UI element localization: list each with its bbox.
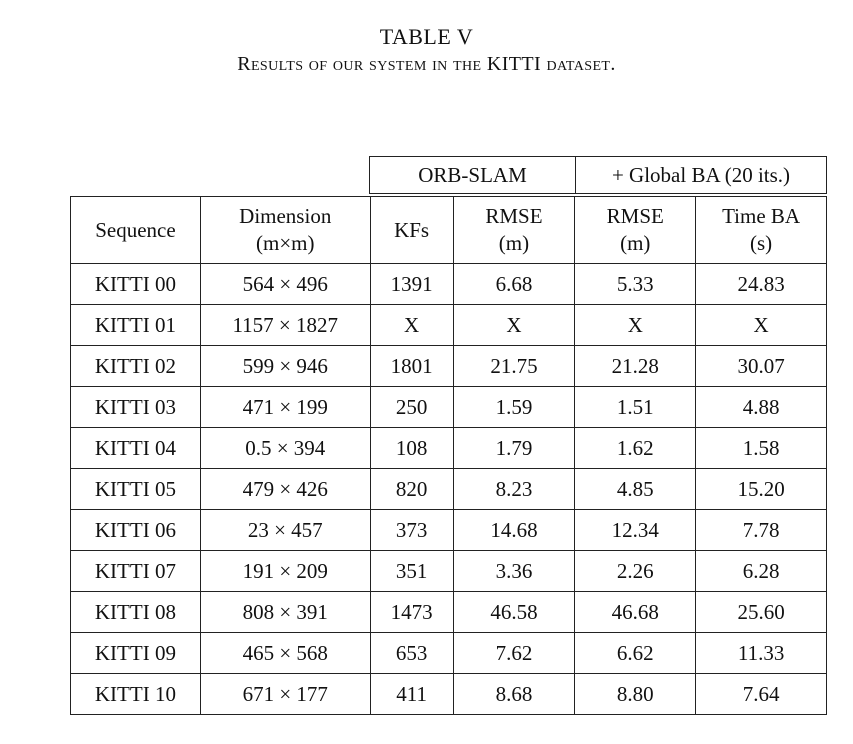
- cell-dimension: 0.5 × 394: [201, 428, 371, 469]
- cell-rmse-gba: 1.51: [575, 387, 696, 428]
- header-line: RMSE: [606, 204, 664, 228]
- cell-kfs: 1391: [371, 264, 454, 305]
- cell-dimension: 465 × 568: [201, 633, 371, 674]
- cell-sequence: KITTI 05: [71, 469, 201, 510]
- cell-rmse-gba: 2.26: [575, 551, 696, 592]
- cell-time-ba: 24.83: [696, 264, 827, 305]
- cell-rmse-orb: 46.58: [454, 592, 576, 633]
- cell-time-ba: 25.60: [696, 592, 827, 633]
- cell-rmse-gba: 21.28: [575, 346, 696, 387]
- cell-rmse-gba: 4.85: [575, 469, 696, 510]
- cell-sequence: KITTI 08: [71, 592, 201, 633]
- cell-time-ba: 6.28: [696, 551, 827, 592]
- cell-kfs: 373: [371, 510, 454, 551]
- cell-time-ba: 30.07: [696, 346, 827, 387]
- cell-rmse-gba: 5.33: [575, 264, 696, 305]
- header-rmse-orb: [454, 197, 576, 264]
- header-time-ba: [696, 197, 827, 264]
- table-row: [71, 551, 827, 592]
- table-row: [71, 305, 827, 346]
- cell-dimension: 671 × 177: [201, 674, 371, 715]
- cell-rmse-orb: 6.68: [454, 264, 576, 305]
- header-sequence: [71, 197, 201, 264]
- group-header-orb-slam: ORB-SLAM: [369, 156, 576, 194]
- table-caption-title: TABLE V: [379, 24, 474, 49]
- table-row: [71, 633, 827, 674]
- cell-rmse-orb: 8.23: [454, 469, 576, 510]
- cell-sequence: KITTI 02: [71, 346, 201, 387]
- cell-rmse-orb: X: [454, 305, 576, 346]
- header-unit: (m): [498, 231, 530, 255]
- header-line: Time BA: [722, 204, 801, 228]
- cell-sequence: KITTI 04: [71, 428, 201, 469]
- cell-dimension: 599 × 946: [201, 346, 371, 387]
- table-row: [71, 674, 827, 715]
- cell-dimension: 1157 × 1827: [201, 305, 371, 346]
- cell-rmse-gba: 12.34: [575, 510, 696, 551]
- header-line: Dimension: [239, 204, 332, 228]
- cell-dimension: 479 × 426: [201, 469, 371, 510]
- table-row: [71, 428, 827, 469]
- cell-kfs: 108: [371, 428, 454, 469]
- cell-time-ba: 11.33: [696, 633, 827, 674]
- cell-rmse-orb: 7.62: [454, 633, 576, 674]
- cell-rmse-orb: 1.59: [454, 387, 576, 428]
- header-rmse-gba: [575, 197, 696, 264]
- cell-dimension: 808 × 391: [201, 592, 371, 633]
- table-row: [71, 264, 827, 305]
- cell-rmse-gba: 46.68: [575, 592, 696, 633]
- cell-time-ba: 4.88: [696, 387, 827, 428]
- header-line: KFs: [394, 217, 430, 242]
- cell-time-ba: 1.58: [696, 428, 827, 469]
- cell-sequence: KITTI 00: [71, 264, 201, 305]
- cell-kfs: 1801: [371, 346, 454, 387]
- header-unit: (m×m): [256, 231, 315, 255]
- cell-sequence: KITTI 06: [71, 510, 201, 551]
- table-caption-subtitle: Results of our system in the KITTI dataset.: [237, 53, 616, 75]
- cell-rmse-orb: 1.79: [454, 428, 576, 469]
- cell-rmse-orb: 8.68: [454, 674, 576, 715]
- header-line: RMSE: [485, 204, 543, 228]
- header-unit: (m): [620, 231, 651, 255]
- cell-time-ba: 7.64: [696, 674, 827, 715]
- results-table: [70, 196, 827, 715]
- cell-kfs: X: [371, 305, 454, 346]
- header-kfs: [371, 197, 454, 264]
- cell-rmse-gba: 6.62: [575, 633, 696, 674]
- cell-time-ba: 7.78: [696, 510, 827, 551]
- cell-sequence: KITTI 09: [71, 633, 201, 674]
- table-row: [71, 469, 827, 510]
- header-row: [71, 197, 827, 264]
- table-row: [71, 510, 827, 551]
- cell-kfs: 653: [371, 633, 454, 674]
- cell-dimension: 191 × 209: [201, 551, 371, 592]
- table-row: [71, 387, 827, 428]
- cell-rmse-gba: X: [575, 305, 696, 346]
- table-row: [71, 346, 827, 387]
- table-row: [71, 592, 827, 633]
- cell-sequence: KITTI 07: [71, 551, 201, 592]
- cell-kfs: 411: [371, 674, 454, 715]
- cell-kfs: 1473: [371, 592, 454, 633]
- cell-rmse-gba: 8.80: [575, 674, 696, 715]
- cell-sequence: KITTI 10: [71, 674, 201, 715]
- cell-kfs: 351: [371, 551, 454, 592]
- cell-rmse-orb: 14.68: [454, 510, 576, 551]
- group-header-global-ba: + Global BA (20 its.): [575, 156, 827, 194]
- cell-rmse-gba: 1.62: [575, 428, 696, 469]
- header-dimension: [201, 197, 371, 264]
- cell-kfs: 820: [371, 469, 454, 510]
- cell-time-ba: X: [696, 305, 827, 346]
- cell-rmse-orb: 3.36: [454, 551, 576, 592]
- header-unit: (s): [750, 231, 773, 255]
- cell-dimension: 471 × 199: [201, 387, 371, 428]
- cell-sequence: KITTI 01: [71, 305, 201, 346]
- cell-kfs: 250: [371, 387, 454, 428]
- cell-rmse-orb: 21.75: [454, 346, 576, 387]
- header-line: Sequence: [95, 217, 176, 242]
- cell-dimension: 23 × 457: [201, 510, 371, 551]
- cell-time-ba: 15.20: [696, 469, 827, 510]
- cell-sequence: KITTI 03: [71, 387, 201, 428]
- cell-dimension: 564 × 496: [201, 264, 371, 305]
